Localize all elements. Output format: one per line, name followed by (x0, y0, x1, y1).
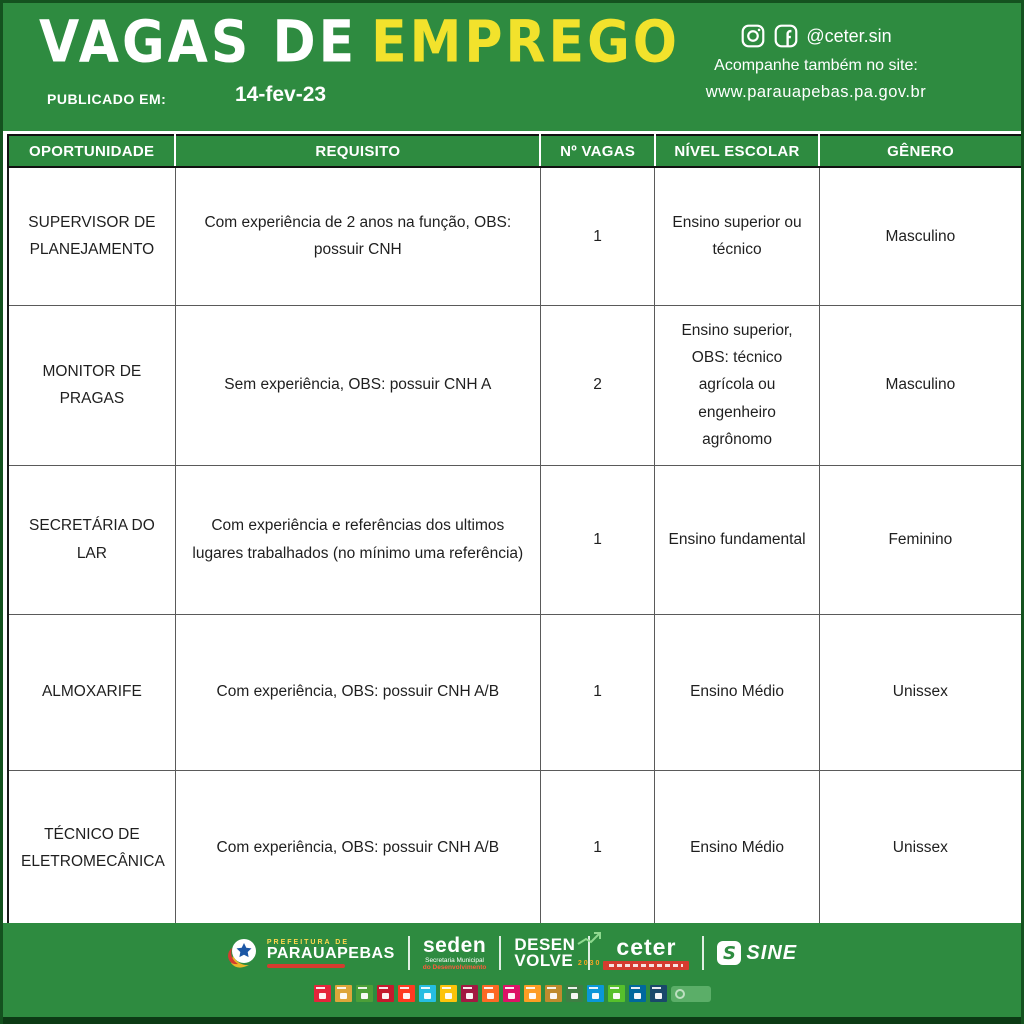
facebook-icon[interactable] (773, 23, 799, 49)
growth-arrow-icon (577, 931, 603, 951)
sdg-tile (398, 985, 415, 1002)
logo-divider (702, 936, 704, 970)
sdg-tile (566, 985, 583, 1002)
col-header-oportunidade: OPORTUNIDADE (8, 135, 175, 167)
sdg-tile (482, 985, 499, 1002)
sine-badge-icon: S (717, 941, 741, 965)
cell-oportunidade: SECRETÁRIA DO LAR (8, 465, 175, 614)
cell-genero: Masculino (819, 305, 1022, 465)
cell-genero: Unissex (819, 614, 1022, 770)
table-row (8, 614, 1022, 770)
cell-requisito: Com experiência, OBS: possuir CNH A/B (175, 614, 540, 770)
header-banner (3, 3, 1021, 131)
desenvolve-year: 2030 (577, 960, 602, 968)
sdg-tile (356, 985, 373, 1002)
cell-genero: Unissex (819, 770, 1022, 926)
cell-oportunidade: ALMOXARIFE (8, 614, 175, 770)
instagram-icon[interactable] (740, 23, 766, 49)
table-header-row (8, 135, 1022, 167)
sdg-tile (608, 985, 625, 1002)
ceter-logo (603, 936, 689, 970)
footer-banner (3, 923, 1021, 1024)
parauapebas-emblem-icon (227, 936, 261, 970)
seden-logo (423, 935, 487, 971)
social-block (671, 21, 961, 102)
seden-subtitle-1: Secretaria Municipal (425, 957, 484, 964)
sdg-tile (440, 985, 457, 1002)
sdg-tile (335, 985, 352, 1002)
table-row (8, 465, 1022, 614)
agenda-2030-logo (671, 986, 711, 1002)
cell-nivel-escolar: Ensino superior ou técnico (655, 167, 819, 305)
cell-oportunidade: SUPERVISOR DE PLANEJAMENTO (8, 167, 175, 305)
ceter-name: ceter (616, 934, 677, 960)
col-header-nivel-escolar: NÍVEL ESCOLAR (655, 135, 819, 167)
sine-logo (717, 941, 797, 965)
sdg-tile (650, 985, 667, 1002)
desenvolve-line1: DESEN (514, 935, 576, 955)
col-header-vagas: Nº VAGAS (540, 135, 655, 167)
seden-name: seden (422, 934, 487, 957)
logo-divider (499, 936, 501, 970)
sdg-tile (629, 985, 646, 1002)
cell-requisito: Com experiência, OBS: possuir CNH A/B (175, 770, 540, 926)
cell-vagas: 1 (540, 770, 655, 926)
cell-genero: Masculino (819, 167, 1022, 305)
cell-requisito: Sem experiência, OBS: possuir CNH A (175, 305, 540, 465)
table-row (8, 770, 1022, 926)
cell-nivel-escolar: Ensino fundamental (655, 465, 819, 614)
published-date: 14-fev-23 (235, 83, 327, 106)
cell-vagas: 2 (540, 305, 655, 465)
sdg-tile (419, 985, 436, 1002)
desenvolve-line2: VOLVE (514, 951, 574, 970)
cell-oportunidade: TÉCNICO DE ELETROMECÂNICA (8, 770, 175, 926)
col-header-requisito: REQUISITO (175, 135, 540, 167)
sdg-tile (587, 985, 604, 1002)
cell-oportunidade: MONITOR DE PRAGAS (8, 305, 175, 465)
title-part-yellow: EMPREGO (371, 9, 680, 77)
col-header-genero: GÊNERO (819, 135, 1022, 167)
cell-requisito: Com experiência e referências dos ultimos lugares trabalhados (no mínimo uma referência) (175, 465, 540, 614)
vacancies-table (7, 134, 1023, 927)
cell-nivel-escolar: Ensino superior, OBS: técnico agrícola ou engenheiro agrônomo (655, 305, 819, 465)
prefeitura-tagline-bar (267, 964, 345, 968)
sdg-tile (545, 985, 562, 1002)
cell-vagas: 1 (540, 167, 655, 305)
desenvolve-logo (514, 935, 602, 970)
social-note: Acompanhe também no site: (714, 57, 918, 74)
cell-genero: Feminino (819, 465, 1022, 614)
social-handle[interactable]: @ceter.sin (806, 25, 892, 46)
title-part-white: VAGAS DE (39, 9, 358, 77)
sdg-tile (524, 985, 541, 1002)
sdg-tile (314, 985, 331, 1002)
sdg-tile (461, 985, 478, 1002)
sdg-strip (3, 985, 1021, 1002)
sdg-tile (377, 985, 394, 1002)
table-row (8, 167, 1022, 305)
parauapebas-logo (227, 936, 395, 970)
cell-vagas: 1 (540, 465, 655, 614)
prefeitura-label: PREFEITURA DE (266, 938, 350, 946)
cell-vagas: 1 (540, 614, 655, 770)
published-label: PUBLICADO EM: (47, 91, 167, 107)
table-row (8, 305, 1022, 465)
sine-name: SINE (746, 941, 798, 964)
logo-divider (408, 936, 410, 970)
seden-subtitle-2: do Desenvolvimento (422, 963, 487, 971)
ceter-tagline-bar (603, 961, 689, 970)
cell-nivel-escolar: Ensino Médio (655, 614, 819, 770)
cell-nivel-escolar: Ensino Médio (655, 770, 819, 926)
cell-requisito: Com experiência de 2 anos na função, OBS: possuir CNH (175, 167, 540, 305)
sdg-tile (503, 985, 520, 1002)
page-title (39, 9, 680, 76)
partner-logos-row (3, 935, 1021, 971)
prefeitura-name: PARAUAPEBAS (266, 944, 395, 962)
website-link[interactable]: www.parauapebas.pa.gov.br (705, 83, 927, 101)
